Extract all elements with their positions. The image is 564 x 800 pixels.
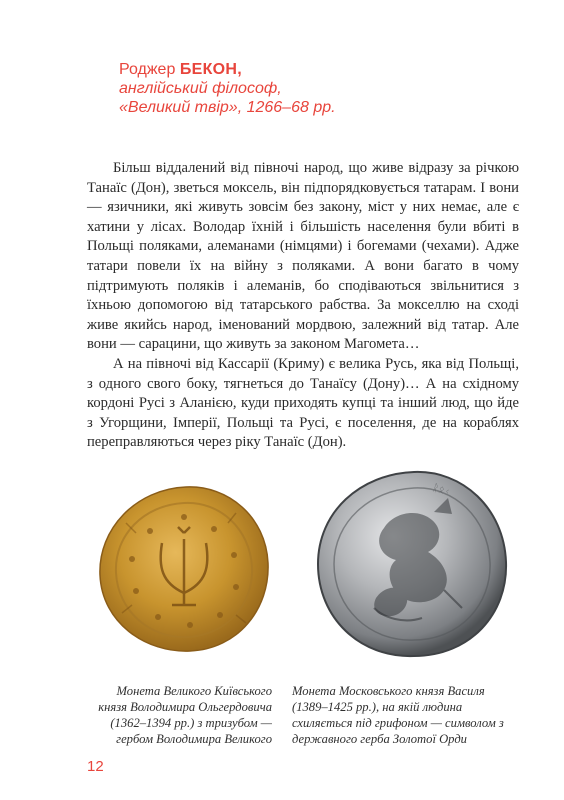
work-title: «Великий твір», 1266–68 рр.	[119, 99, 336, 116]
author-description: англійський філософ,	[119, 80, 282, 97]
quote-source-header	[119, 60, 519, 117]
page-number: 12	[87, 758, 104, 775]
paragraph: А на півночі від Кассарії (Криму) є велика Русь, яка від Польщі, з одного свого боку, тягнеться до Танаїсу (Дону)… А на східному кордоні Русі з Аланією, куди приходять купці та інший люд, що йде з Угорщини, Імперії, Польщі та Русі, є поселення, де на кораблях переправляються через ріку Танаїс (Дон).	[87, 355, 519, 451]
author-last-name: БЕКОН,	[179, 61, 242, 78]
paragraph: Більш віддалений від півночі народ, що живе відразу за річкою Танаїс (Дон), зветься моксель, він підпорядковується татарам. І вони — язичники, які живуть зовсім без закону, міст у них немає, але є хатини у лісах. Володар їхній і більшість населення були вбиті в Польщі поляками, алеманами (німцями) і богемами (чехами). Адже татари повели їх на війну з поляками. А вони багато в чому підтримують поляків і алеманів, бо сподіваються звільнитися з їхньою допомогою від татарського рабства. За мокселлю на сході живе якийсь народ, іменований мордвою, залежний від татар. Але вони — сарацини, що живуть за законом Магомета…	[87, 160, 519, 353]
silver-coin-image	[314, 468, 510, 660]
caption-silver-coin: Монета Московського князя Василя (1389–1425 рр.), на якій людина схиляється під грифоном — символом з державного герба Золотої Орди	[292, 684, 504, 746]
svg-text:ᚱᛟᚲ: ᚱᛟᚲ	[431, 482, 452, 499]
gold-coin-image	[96, 483, 272, 655]
author-first-name: Роджер	[119, 61, 176, 78]
quote-text	[87, 159, 519, 453]
caption-gold-coin: Монета Великого Київського князя Володимира Ольгердовича (1362–1394 рр.) з тризубом — гербом Володимира Великого	[98, 684, 272, 746]
